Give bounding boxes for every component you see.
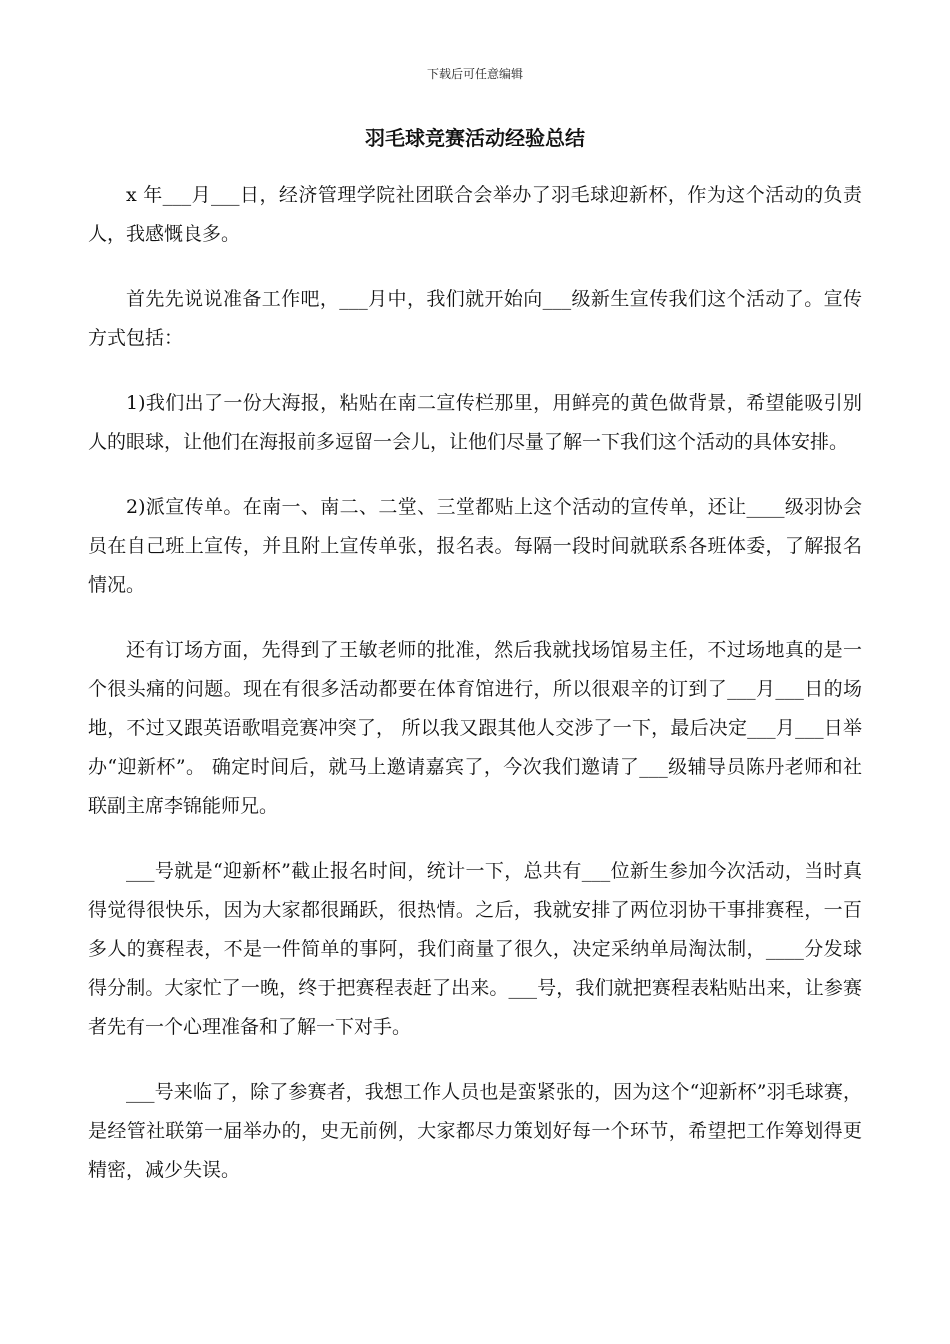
header-note: 下载后可任意编辑: [426, 67, 523, 81]
paragraph-5: 还有订场方面，先得到了王敏老师的批准，然后我就找场馆易主任，不过场地真的是一个很头痛的问题。现在有很多活动都要在体育馆进行，所以很艰辛的订到了___月___日的场地，不过又跟英语歌唱竞赛冲突了， 所以我又跟其他人交涉了一下，最后决定___月___日举办“迎新杯”。 确定时间后，就马上邀请嘉宾了，今次我们邀请了___级辅导员陈丹老师和社联副主席李锦能师兄。: [88, 639, 862, 817]
paragraph-2: 首先先说说准备工作吧，___月中，我们就开始向___级新生宣传我们这个活动了。宣传方式包括：: [88, 288, 862, 349]
document-title: 羽毛球竞赛活动经验总结: [365, 126, 585, 150]
paragraph-4: 2)派宣传单。在南一、南二、二堂、三堂都贴上这个活动的宣传单，还让____级羽协会员在自己班上宣传，并且附上宣传单张，报名表。每隔一段时间就联系各班体委，了解报名情况。: [88, 496, 862, 596]
paragraph-1: x 年___月___日，经济管理学院社团联合会举办了羽毛球迎新杯，作为这个活动的负责人，我感慨良多。: [88, 184, 862, 245]
paragraph-7: ___号来临了，除了参赛者，我想工作人员也是蛮紧张的，因为这个“迎新杯”羽毛球赛，是经管社联第一届举办的，史无前例，大家都尽力策划好每一个环节，希望把工作筹划得更精密，减少失误。: [88, 1081, 862, 1181]
document-body: [88, 176, 862, 1216]
paragraph-3: 1)我们出了一份大海报，粘贴在南二宣传栏那里，用鲜亮的黄色做背景，希望能吸引别人的眼球，让他们在海报前多逗留一会儿，让他们尽量了解一下我们这个活动的具体安排。: [88, 392, 862, 453]
paragraph-6: ___号就是“迎新杯”截止报名时间，统计一下，总共有___位新生参加今次活动，当时真得觉得很快乐，因为大家都很踊跃，很热情。之后，我就安排了两位羽协干事排赛程，一百多人的赛程表，不是一件简单的事阿，我们商量了很久，决定采纳单局淘汰制，____分发球得分制。大家忙了一晚，终于把赛程表赶了出来。___号，我们就把赛程表粘贴出来，让参赛者先有一个心理准备和了解一下对手。: [88, 860, 862, 1038]
